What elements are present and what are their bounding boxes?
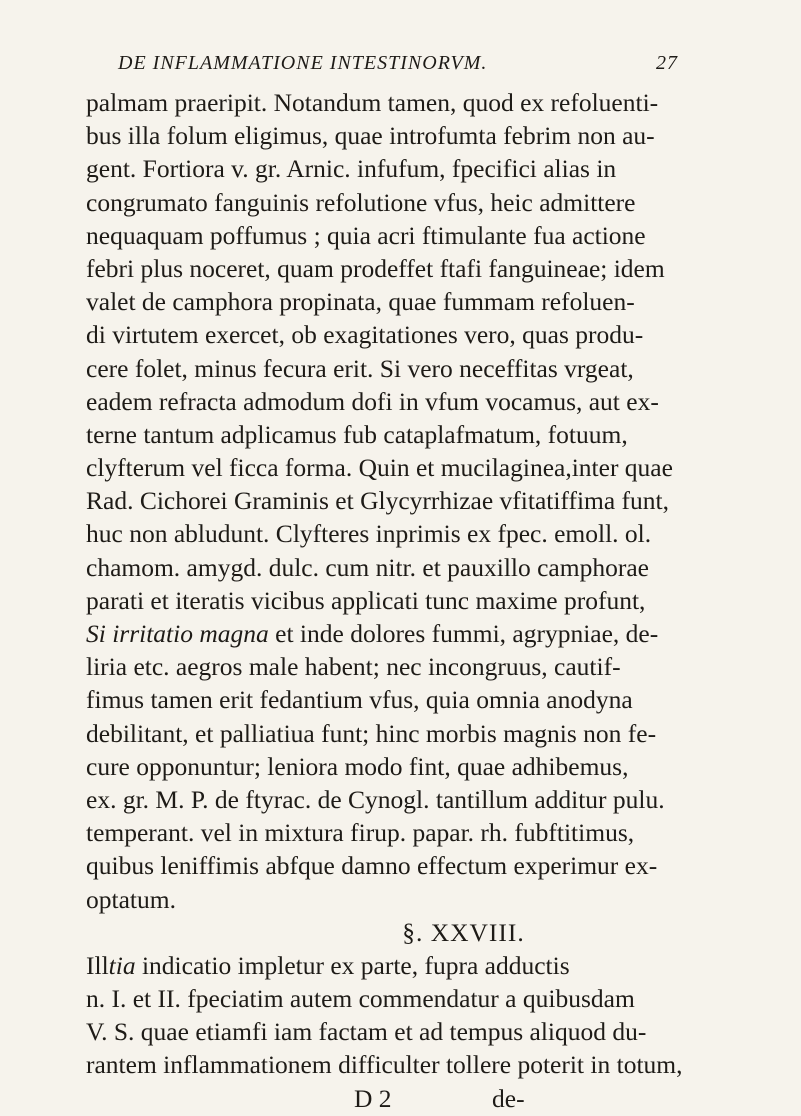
- text-line: valet de camphora propinata, quae fummam refoluen-: [86, 287, 635, 317]
- text-line: quibus leniffimis abfque damno effectum experimur ex-: [86, 851, 658, 881]
- text-line: V. S. quae etiamfi iam factam et ad tempus aliquod du-: [86, 1017, 647, 1047]
- text-line: n. I. et II. fpeciatim autem commendatur a quibusdam: [86, 984, 635, 1014]
- text-line-with-italic: [86, 617, 786, 650]
- text-line: chamom. amygd. dulc. cum nitr. et pauxillo camphorae: [86, 552, 649, 582]
- text-line: huc non abludunt. Clyfteres inprimis ex fpec. emoll. ol.: [86, 519, 652, 549]
- page-number: 27: [656, 52, 678, 74]
- text-line: eadem refracta admodum dofi in vfum vocamus, aut ex-: [86, 386, 659, 416]
- text-line: parati et iteratis vicibus applicati tunc maxime profunt,: [86, 585, 646, 615]
- text-line: febri plus noceret, quam prodeffet ftafi fanguineae; idem: [86, 253, 665, 283]
- catchword: de-: [492, 1083, 525, 1113]
- page-footer: [86, 1082, 786, 1115]
- text-line: congrumato fanguinis refolutione vfus, heic admittere: [86, 187, 636, 217]
- text-line: clyfterum vel ficca forma. Quin et mucilaginea,inter quae: [86, 453, 673, 483]
- text-line: gent. Fortiora v. gr. Arnic. infufum, fpecifici alias in: [86, 154, 617, 184]
- text-line: fimus tamen erit fedantium vfus, quia omnia anodyna: [86, 685, 633, 715]
- text-line: di virtutem exercet, ob exagitationes vero, quas produ-: [86, 320, 644, 350]
- text-line: ex. gr. M. P. de ftyrac. de Cynogl. tantillum additur pulu.: [86, 784, 665, 814]
- text-line: bus illa folum eligimus, quae introfumta febrim non au-: [86, 121, 655, 151]
- text-line: cere folet, minus fecura erit. Si vero neceffitas vrgeat,: [86, 353, 634, 383]
- text-line: temperant. vel in mixtura firup. papar. rh. fubftitimus,: [86, 818, 635, 848]
- text-line: rantem inflammationem difficulter tollere poterit in totum,: [86, 1050, 683, 1080]
- italic-phrase: Si irritatio magna: [86, 619, 269, 648]
- page-header: [118, 52, 678, 82]
- text-line: liria etc. aegros male habent; nec incongruus, cautif-: [86, 652, 621, 682]
- text-line-with-italic: [86, 949, 786, 982]
- text-line: terne tantum adplicamus fub cataplafmatum, fotuum,: [86, 419, 628, 449]
- text-line: nequaquam poffumus ; quia acri ftimulante fua actione: [86, 220, 646, 250]
- text-line: cure opponuntur; leniora modo fint, quae adhibemus,: [86, 751, 629, 781]
- text-line-rest: et inde dolores fummi, agrypniae, de-: [275, 619, 659, 648]
- section-heading: §. XXVIII.: [402, 917, 525, 947]
- running-head: DE INFLAMMATIONE INTESTINORVM.: [118, 52, 488, 74]
- text-line: optatum.: [86, 884, 176, 914]
- initial-word-italic: tia: [108, 950, 136, 980]
- text-line: debilitant, et palliatiua funt; hinc morbis magnis non fe-: [86, 718, 657, 748]
- body-text: [86, 86, 786, 1115]
- initial-word-regular: Ill: [86, 950, 109, 980]
- text-line: palmam praeripit. Notandum tamen, quod ex refoluenti-: [86, 88, 659, 117]
- text-line-rest: indicatio impletur ex parte, fupra adductis: [135, 950, 570, 980]
- text-line: Rad. Cichorei Graminis et Glycyrrhizae vfitatiffima funt,: [86, 486, 670, 516]
- signature-mark: D 2: [354, 1083, 392, 1113]
